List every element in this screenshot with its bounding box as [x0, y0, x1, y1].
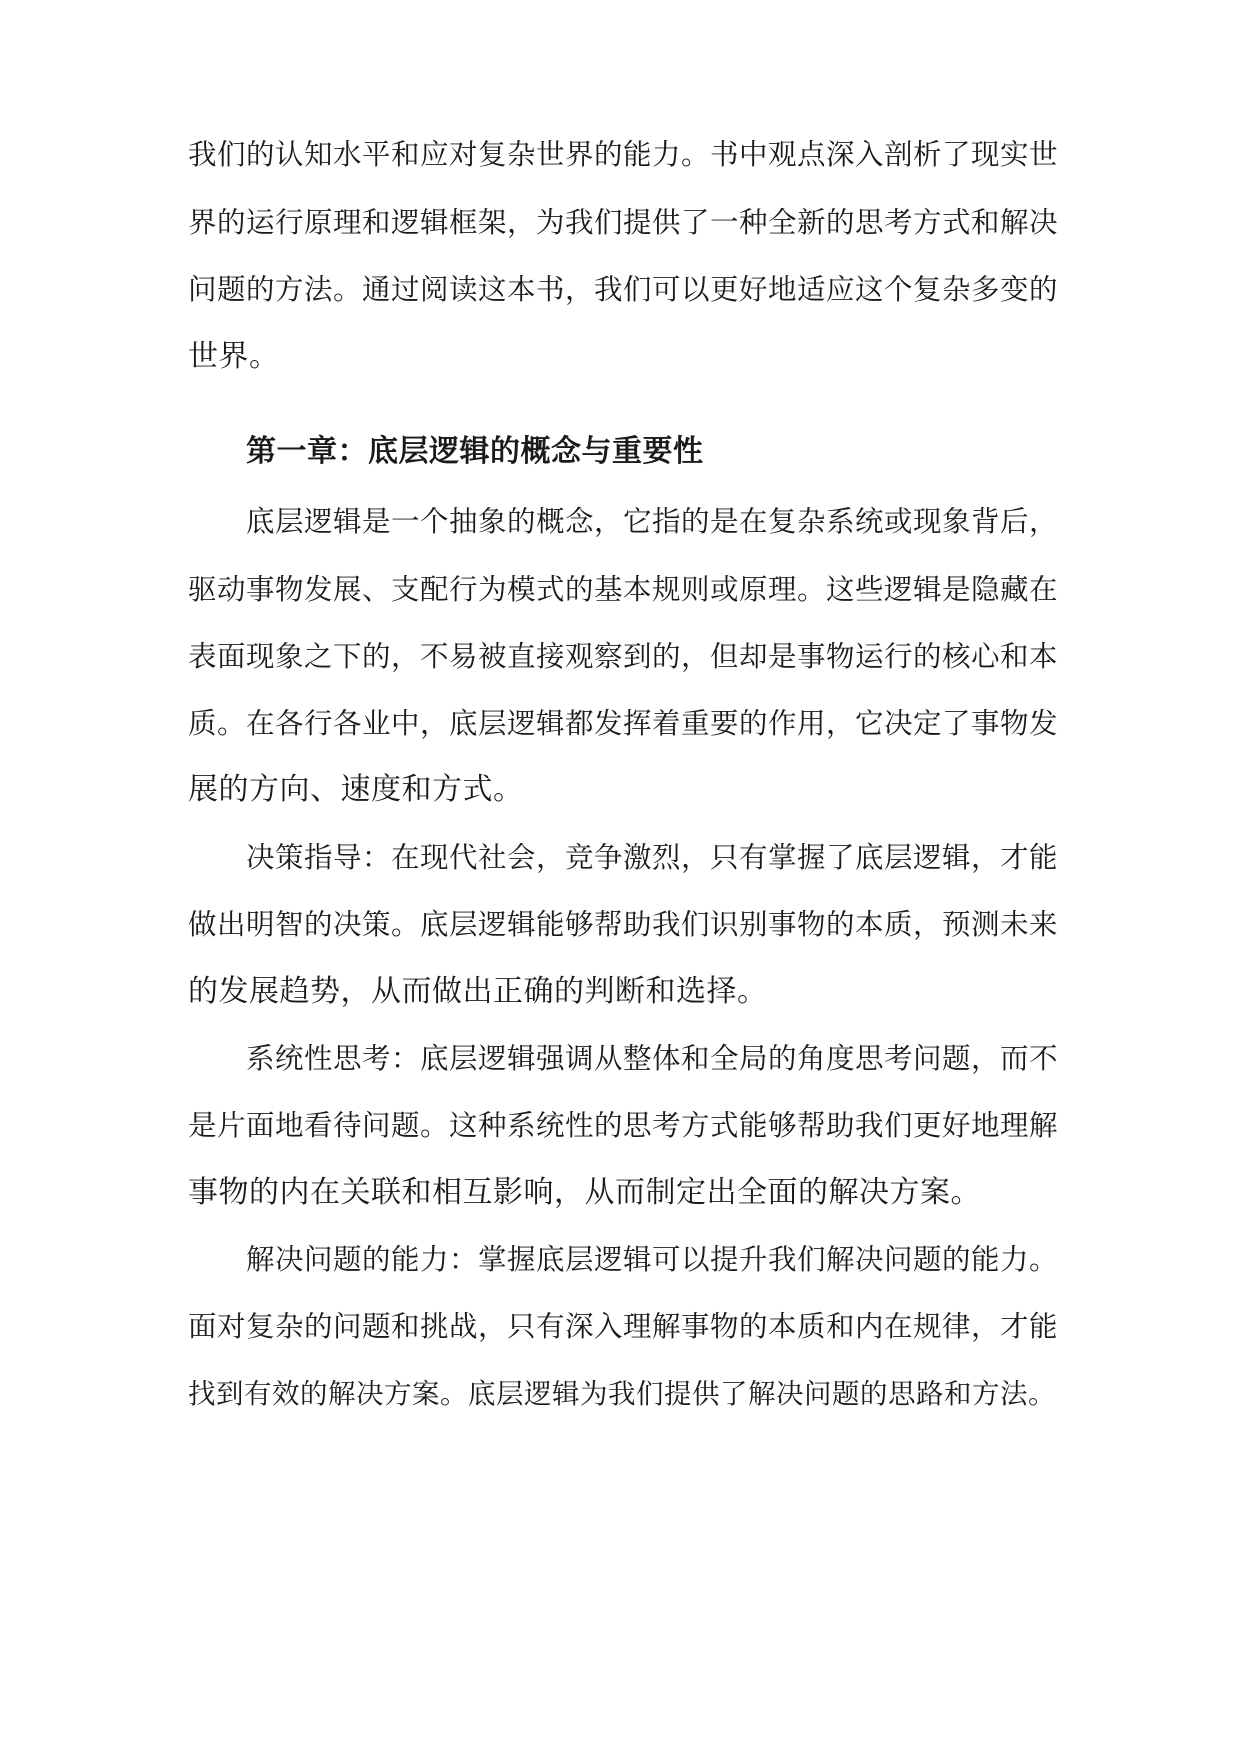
text-line: 解决问题的能力：掌握底层逻辑可以提升我们解决问题的能力。: [246, 1243, 1059, 1276]
text-line: 世界。: [188, 339, 280, 374]
text-line: 问题的方法。通过阅读这本书，我们可以更好地适应这个复杂多变的: [188, 273, 1059, 306]
text-line: 是片面地看待问题。这种系统性的思考方式能够帮助我们更好地理解: [188, 1109, 1059, 1142]
text-line: 展的方向、速度和方式。: [188, 772, 524, 807]
text-line: 驱动事物发展、支配行为模式的基本规则或原理。这些逻辑是隐藏在: [188, 573, 1059, 606]
text-line: 质。在各行各业中，底层逻辑都发挥着重要的作用，它决定了事物发: [188, 707, 1059, 740]
text-line: 面对复杂的问题和挑战，只有深入理解事物的本质和内在规律，才能: [188, 1310, 1059, 1343]
text-line: 底层逻辑是一个抽象的概念，它指的是在复杂系统或现象背后，: [246, 505, 1059, 538]
text-line: 事物的内在关联和相互影响，从而制定出全面的解决方案。: [188, 1175, 981, 1210]
text-line: 表面现象之下的，不易被直接观察到的，但却是事物运行的核心和本: [188, 640, 1059, 673]
chapter-heading: 第一章：底层逻辑的概念与重要性: [246, 434, 704, 469]
text-line: 决策指导：在现代社会，竞争激烈，只有掌握了底层逻辑，才能: [246, 841, 1059, 874]
text-line: 系统性思考：底层逻辑强调从整体和全局的角度思考问题，而不: [246, 1042, 1059, 1075]
text-line: 界的运行原理和逻辑框架，为我们提供了一种全新的思考方式和解决: [188, 206, 1059, 239]
text-line: 我们的认知水平和应对复杂世界的能力。书中观点深入剖析了现实世: [188, 138, 1059, 171]
text-line: 的发展趋势，从而做出正确的判断和选择。: [188, 974, 768, 1009]
text-line: 找到有效的解决方案。底层逻辑为我们提供了解决问题的思路和方法。: [188, 1378, 1056, 1410]
text-line: 做出明智的决策。底层逻辑能够帮助我们识别事物的本质，预测未来: [188, 908, 1059, 941]
